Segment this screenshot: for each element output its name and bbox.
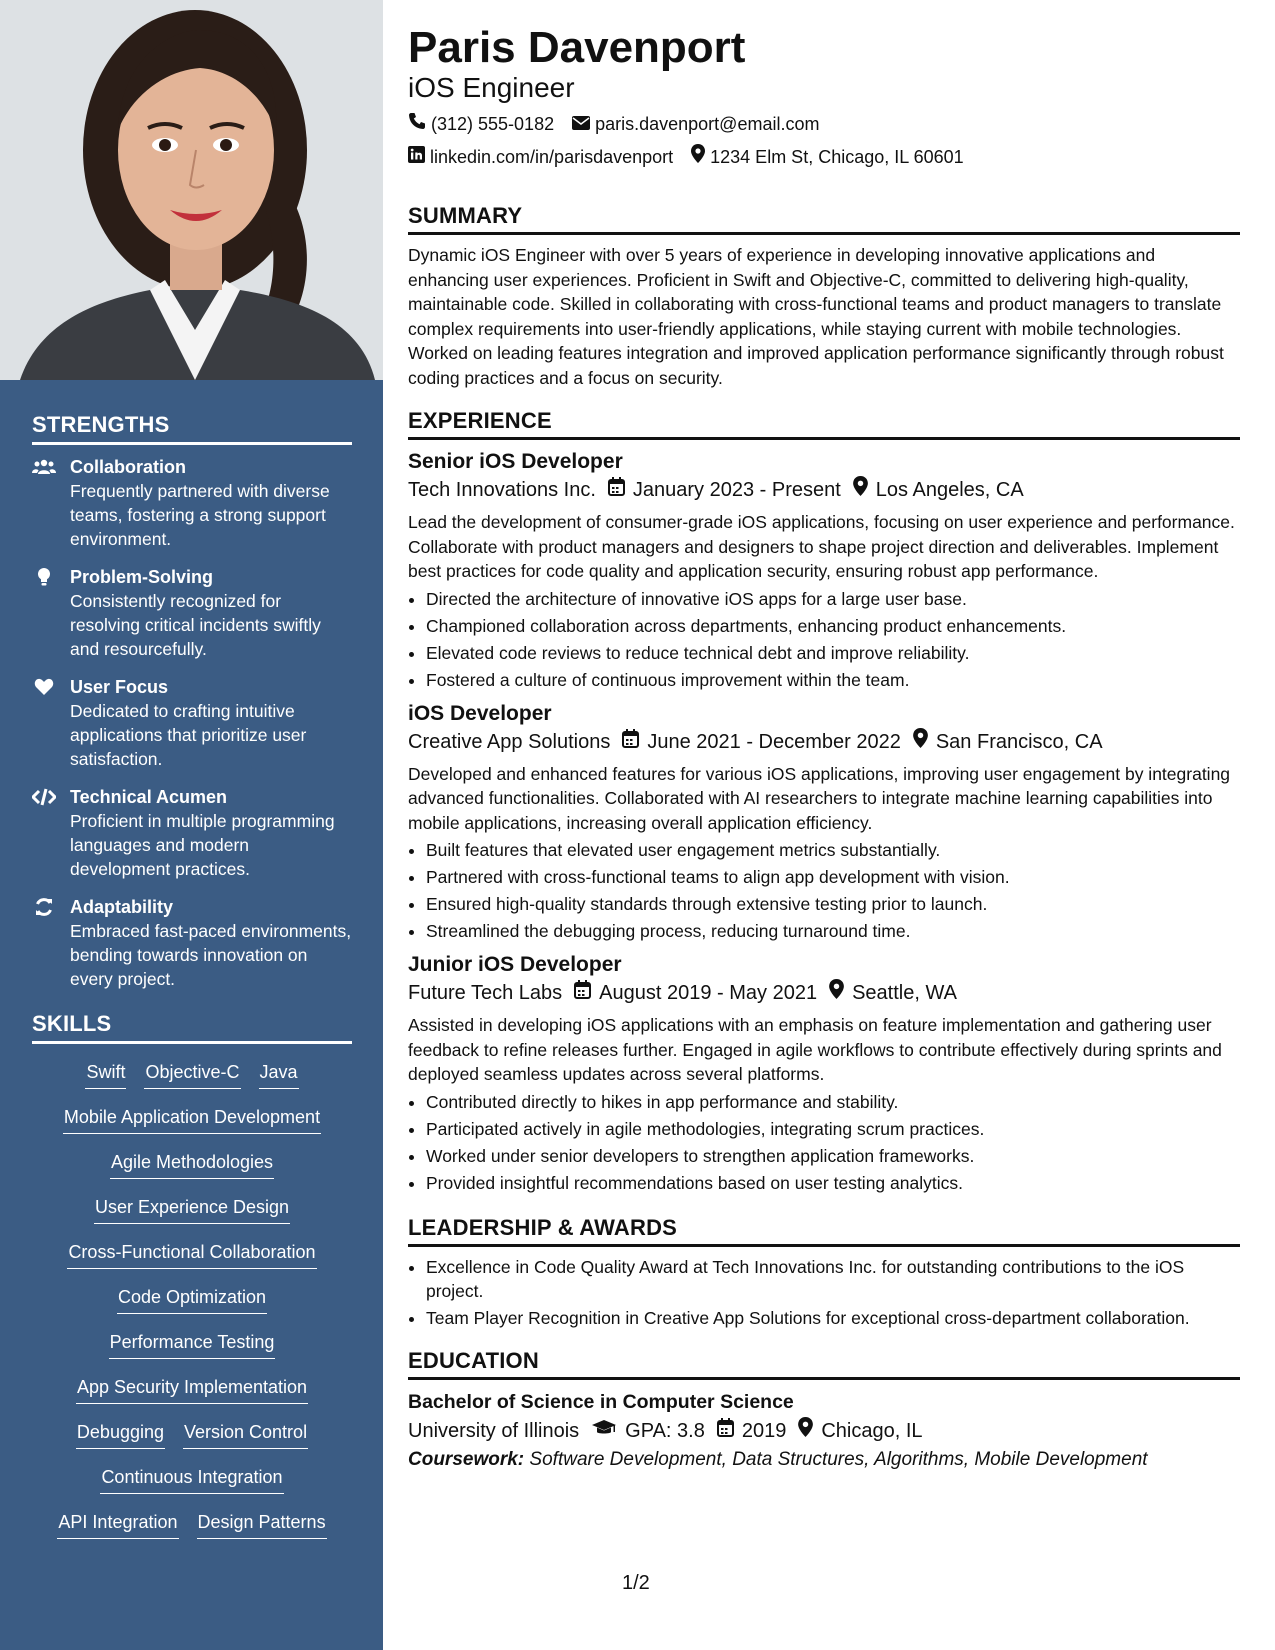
job-bullet: • Worked under senior developers to strengthen application frameworks.	[426, 1143, 1240, 1170]
profile-photo	[0, 0, 383, 380]
job-entry	[408, 448, 1240, 694]
skill-row	[32, 1375, 352, 1420]
skill-tag: Debugging	[76, 1420, 165, 1449]
job-location	[913, 728, 1103, 756]
location-pin-icon	[691, 144, 705, 169]
education-year-text: 2019	[741, 1420, 787, 1442]
page-number: 1/2	[622, 1572, 650, 1594]
skills-list	[32, 1054, 352, 1555]
job-location	[829, 979, 957, 1007]
skill-tag: Java	[259, 1060, 299, 1089]
education-meta	[408, 1416, 1240, 1446]
skill-tag: Continuous Integration	[100, 1465, 283, 1494]
job-location-text: San Francisco, CA	[935, 730, 1103, 753]
strength-item	[32, 785, 352, 881]
job-bullet: • Fostered a culture of continuous improvement within the team.	[426, 667, 1240, 694]
job-company: Creative App Solutions	[408, 730, 611, 753]
job-title: Senior iOS Developer	[408, 450, 623, 473]
coursework-label: Coursework:	[408, 1449, 525, 1470]
location-pin-icon	[829, 979, 844, 1007]
job-location	[853, 476, 1024, 504]
skill-row	[32, 1465, 352, 1510]
job-title: Junior iOS Developer	[408, 953, 622, 976]
location-pin-icon	[853, 476, 868, 504]
job-dates-text: January 2023 - Present	[632, 479, 841, 501]
education-degree: Bachelor of Science in Computer Science	[408, 1391, 794, 1413]
strength-desc: Consistently recognized for resolving critical incidents swiftly and resourcefully.	[70, 591, 321, 659]
skill-row	[32, 1150, 352, 1195]
calendar-icon	[608, 476, 625, 504]
award-item: • Team Player Recognition in Creative App Solutions for exceptional cross-department collaboration.	[426, 1306, 1240, 1331]
job-dates-text: August 2019 - May 2021	[599, 982, 818, 1004]
skill-row	[32, 1510, 352, 1555]
users-icon	[32, 457, 56, 477]
job-bullets	[408, 837, 1240, 945]
job-bullet: • Participated actively in agile methodologies, integrating scrum practices.	[426, 1116, 1240, 1143]
contact-phone	[408, 112, 554, 136]
contact-line	[408, 112, 1240, 136]
strength-item	[32, 895, 352, 991]
job-title: iOS Developer	[408, 701, 552, 725]
coursework-text: Software Development, Data Structures, Algorithms, Mobile Development	[529, 1449, 1148, 1470]
job-description: Developed and enhanced features for various iOS applications, improving user engagement by integrating advanced functionalities. Collaborated with AI researchers to integrate machine learning capabilities into mobile applications, increasing overall application efficiency.	[408, 763, 1231, 833]
education-school: University of Illinois	[408, 1420, 580, 1442]
education-year	[717, 1416, 787, 1446]
skill-row	[32, 1330, 352, 1375]
candidate-title: iOS Engineer	[408, 72, 575, 103]
strength-title: User Focus	[70, 677, 169, 697]
job-bullets	[408, 586, 1240, 694]
strength-title: Technical Acumen	[70, 787, 228, 807]
job-bullet: • Contributed directly to hikes in app performance and stability.	[426, 1089, 1240, 1116]
job-meta	[408, 476, 1240, 504]
location-pin-icon	[913, 728, 928, 756]
job-meta	[408, 728, 1240, 756]
job-dates	[608, 476, 841, 504]
skill-row	[32, 1195, 352, 1240]
job-bullets	[408, 1089, 1240, 1197]
candidate-name: Paris Davenport	[408, 23, 746, 72]
email-text: paris.davenport@email.com	[595, 114, 820, 134]
skill-tag: Version Control	[183, 1420, 308, 1449]
contact-address	[691, 144, 964, 169]
skill-row	[32, 1240, 352, 1285]
strength-title: Adaptability	[70, 897, 174, 917]
linkedin-icon	[408, 145, 425, 169]
calendar-icon	[574, 979, 591, 1007]
contact-line	[408, 144, 1240, 169]
skill-tag: Code Optimization	[117, 1285, 267, 1314]
sidebar-content	[32, 412, 352, 1555]
job-company: Future Tech Labs	[408, 982, 563, 1004]
skill-tag: Design Patterns	[197, 1510, 327, 1539]
job-dates	[574, 979, 817, 1007]
education-coursework	[408, 1446, 1240, 1474]
education-heading: EDUCATION	[408, 1348, 1240, 1380]
address-text: 1234 Elm St, Chicago, IL 60601	[710, 146, 964, 167]
strength-item	[32, 455, 352, 551]
skill-tag: App Security Implementation	[76, 1375, 308, 1404]
job-bullet: • Built features that elevated user engagement metrics substantially.	[426, 837, 1240, 864]
job-dates	[622, 728, 901, 756]
job-meta	[408, 979, 1240, 1007]
calendar-icon	[622, 728, 639, 756]
job-bullet: • Championed collaboration across departments, enhancing product enhancements.	[426, 613, 1240, 640]
education-gpa-text: GPA: 3.8	[625, 1420, 705, 1442]
sidebar	[0, 0, 383, 1650]
lightbulb-icon	[32, 567, 56, 587]
phone-icon	[408, 112, 426, 136]
award-item: • Excellence in Code Quality Award at Tech Innovations Inc. for outstanding contributions to the iOS project.	[426, 1255, 1240, 1304]
summary-text: Dynamic iOS Engineer with over 5 years of experience in developing innovative applications and enhancing user experiences. Proficient in Swift and Objective-C, committed to delivering high-quality, maintainable code. Skilled in collaborating with cross-functional teams and product managers to translate complex requirements into user-friendly applications, while staying current with mobile technologies. Worked on leading features integration and improved application performance significantly through robust coding practices and a focus on security.	[408, 245, 1224, 388]
job-description: Assisted in developing iOS applications with an emphasis on feature implementation and gathering user feedback to refine releases further. Engaged in agile workflows to contribute effectively during sprints and deployed seamless updates across several platforms.	[408, 1015, 1222, 1084]
code-icon	[32, 787, 56, 807]
strength-item	[32, 565, 352, 661]
job-bullet: • Ensured high-quality standards through extensive testing prior to launch.	[426, 891, 1240, 918]
skill-row	[32, 1060, 352, 1105]
main-content	[408, 22, 1240, 1474]
skill-tag: API Integration	[57, 1510, 178, 1539]
skills-heading: SKILLS	[32, 1011, 352, 1044]
heart-icon	[32, 677, 56, 697]
job-bullet: • Streamlined the debugging process, reducing turnaround time.	[426, 918, 1240, 945]
strength-desc: Proficient in multiple programming languages and modern development practices.	[70, 811, 335, 879]
job-bullet: • Provided insightful recommendations based on user testing analytics.	[426, 1170, 1240, 1197]
contact-linkedin[interactable]	[408, 145, 673, 169]
skill-tag: Cross-Functional Collaboration	[67, 1240, 316, 1269]
strength-title: Collaboration	[70, 457, 186, 477]
skill-row	[32, 1420, 352, 1465]
linkedin-text: linkedin.com/in/parisdavenport	[430, 146, 674, 167]
awards-list	[408, 1255, 1240, 1331]
awards-heading: LEADERSHIP & AWARDS	[408, 1215, 1240, 1247]
skill-tag: Swift	[85, 1060, 126, 1089]
job-bullet: • Elevated code reviews to reduce technical debt and improve reliability.	[426, 640, 1240, 667]
job-location-text: Los Angeles, CA	[875, 479, 1024, 501]
skill-tag: Agile Methodologies	[110, 1150, 274, 1179]
skill-tag: Objective-C	[144, 1060, 240, 1089]
phone-text: (312) 555-0182	[431, 114, 555, 134]
calendar-icon	[717, 1416, 734, 1446]
education-location-text: Chicago, IL	[821, 1420, 923, 1442]
summary-heading: SUMMARY	[408, 203, 1240, 235]
strength-title: Problem-Solving	[70, 567, 214, 587]
education-location	[798, 1416, 922, 1446]
experience-heading: EXPERIENCE	[408, 408, 1240, 440]
job-entry	[408, 951, 1240, 1197]
location-pin-icon	[798, 1416, 813, 1446]
education-gpa	[591, 1416, 705, 1446]
job-company: Tech Innovations Inc.	[408, 479, 596, 501]
skill-tag: Mobile Application Development	[63, 1105, 321, 1134]
strength-desc: Frequently partnered with diverse teams, fostering a strong support environment.	[70, 481, 330, 549]
job-dates-text: June 2021 - December 2022	[647, 730, 901, 753]
skill-tag: User Experience Design	[94, 1195, 290, 1224]
sync-icon	[32, 897, 56, 917]
strengths-heading: STRENGTHS	[32, 412, 352, 445]
job-description: Lead the development of consumer-grade iOS applications, focusing on user experience and performance. Collaborate with product managers and designers to shape project direction and deliverables. Implement best practices for code quality and application security, ensuring robust app performance.	[408, 512, 1235, 581]
envelope-icon	[572, 112, 590, 136]
job-location-text: Seattle, WA	[852, 982, 957, 1004]
skill-tag: Performance Testing	[109, 1330, 276, 1359]
strength-desc: Embraced fast-paced environments, bending towards innovation on every project.	[70, 921, 352, 989]
skill-row	[32, 1285, 352, 1330]
job-bullet: • Partnered with cross-functional teams to align app development with vision.	[426, 864, 1240, 891]
strength-item	[32, 675, 352, 771]
skill-row	[32, 1105, 352, 1150]
graduation-cap-icon	[591, 1416, 617, 1446]
contact-email[interactable]	[572, 112, 819, 136]
strength-desc: Dedicated to crafting intuitive applications that prioritize user satisfaction.	[70, 701, 307, 769]
job-bullet: • Directed the architecture of innovative iOS apps for a large user base.	[426, 586, 1240, 613]
job-entry	[408, 700, 1240, 946]
